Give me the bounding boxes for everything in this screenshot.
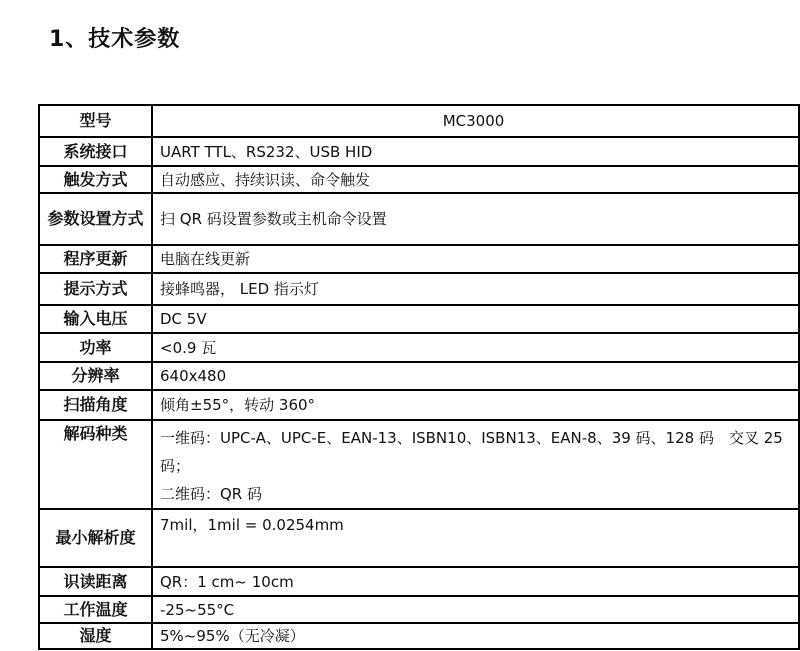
row-value-scan-angle: 倾角±55°，转动 360° xyxy=(152,390,799,420)
table-row xyxy=(39,390,799,420)
row-label-trigger: 触发方式 xyxy=(39,166,152,193)
table-row xyxy=(39,567,799,596)
table-row xyxy=(39,137,799,166)
row-label-update: 程序更新 xyxy=(39,245,152,273)
row-label-prompt: 提示方式 xyxy=(39,273,152,305)
row-value-min-resolution: 7mil，1mil = 0.0254mm xyxy=(152,509,799,567)
row-value-update: 电脑在线更新 xyxy=(152,245,799,273)
row-label-temperature: 工作温度 xyxy=(39,596,152,623)
decode-line-2d: 二维码：QR 码 xyxy=(160,485,262,503)
row-label-resolution: 分辨率 xyxy=(39,362,152,390)
table-row xyxy=(39,193,799,245)
row-value-decode xyxy=(152,420,799,509)
table-row xyxy=(39,420,799,509)
table-row xyxy=(39,166,799,193)
row-value-config: 扫 QR 码设置参数或主机命令设置 xyxy=(152,193,799,245)
row-label-distance: 识读距离 xyxy=(39,567,152,596)
table-row xyxy=(39,333,799,362)
row-label-min-resolution: 最小解析度 xyxy=(39,509,152,567)
row-label-power: 功率 xyxy=(39,333,152,362)
row-label-config: 参数设置方式 xyxy=(39,193,152,245)
table-row xyxy=(39,273,799,305)
row-label-voltage: 输入电压 xyxy=(39,305,152,333)
row-value-temperature: -25~55°C xyxy=(152,596,799,623)
row-value-resolution: 640x480 xyxy=(152,362,799,390)
row-value-humidity: 5%~95%（无冷凝） xyxy=(152,623,799,649)
table-row xyxy=(39,596,799,623)
table-row xyxy=(39,509,799,567)
row-label-scan-angle: 扫描角度 xyxy=(39,390,152,420)
row-value-trigger: 自动感应、持续识读、命令触发 xyxy=(152,166,799,193)
row-label-decode: 解码种类 xyxy=(39,420,152,509)
row-label-interface: 系统接口 xyxy=(39,137,152,166)
row-value-model: MC3000 xyxy=(152,105,799,137)
table-row xyxy=(39,623,799,649)
section-title: 1、技术参数 xyxy=(49,27,181,52)
table-row xyxy=(39,245,799,273)
table-row xyxy=(39,362,799,390)
row-value-distance: QR：1 cm~ 10cm xyxy=(152,567,799,596)
table-row xyxy=(39,305,799,333)
row-value-power: <0.9 瓦 xyxy=(152,333,799,362)
row-value-interface: UART TTL、RS232、USB HID xyxy=(152,137,799,166)
row-value-voltage: DC 5V xyxy=(152,305,799,333)
decode-line-1d: 一维码：UPC-A、UPC-E、EAN-13、ISBN10、ISBN13、EAN-8、39 码、128 码 交叉 25 码； xyxy=(160,429,783,475)
row-value-prompt: 接蜂鸣器， LED 指示灯 xyxy=(152,273,799,305)
row-label-humidity: 湿度 xyxy=(39,623,152,649)
spec-table xyxy=(38,104,800,650)
row-label-model: 型号 xyxy=(39,105,152,137)
table-row xyxy=(39,105,799,137)
